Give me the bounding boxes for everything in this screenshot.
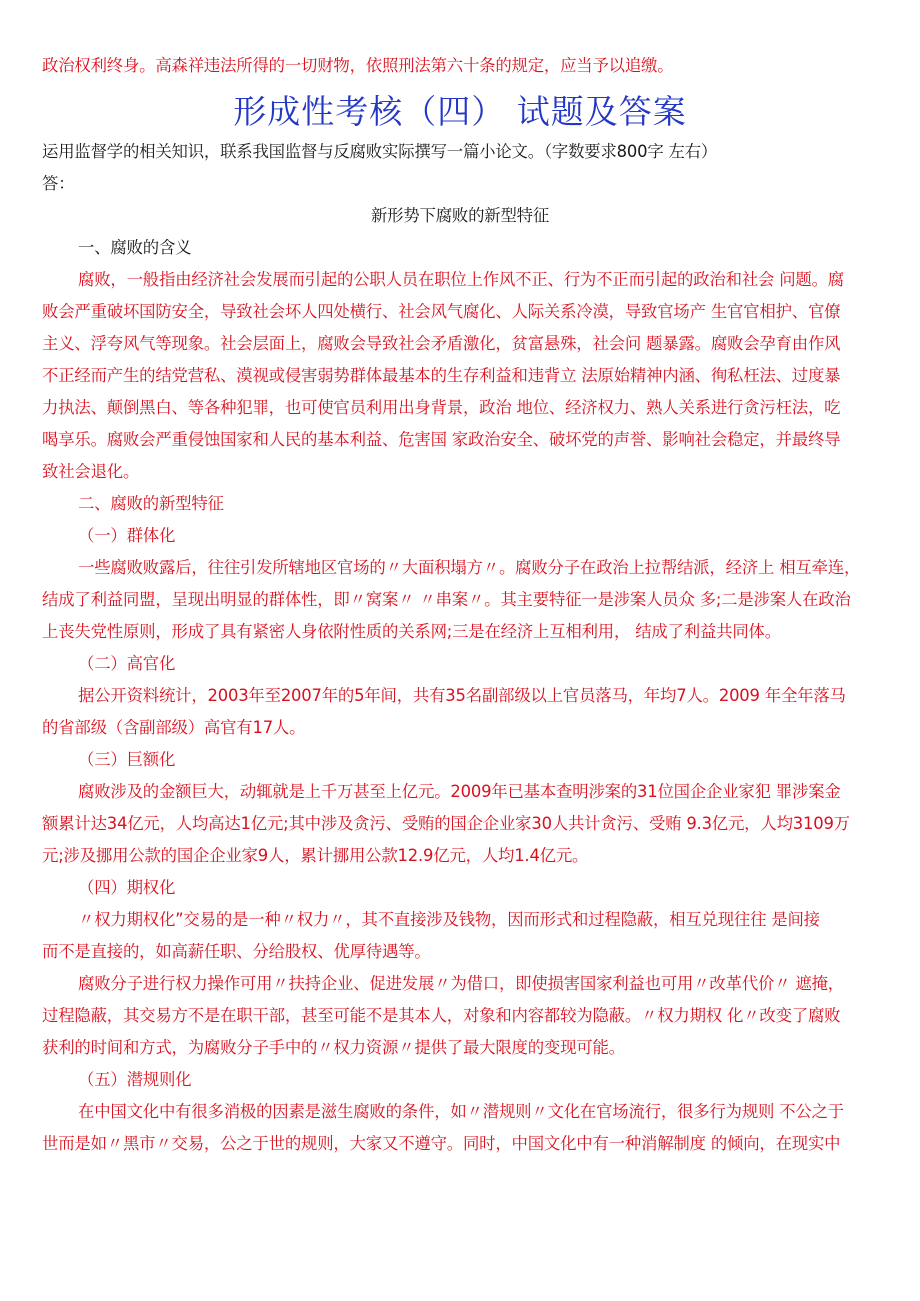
sub4-heading: （四）期权化 — [78, 878, 176, 897]
sub5-line: 世而是如〃黑市〃交易，公之于世的规则，大家又不遵守。同时，中国文化中有一种消解制度 的倾向，在现实中 — [42, 1134, 841, 1153]
sub1-line: 一些腐败败露后，往往引发所辖地区官场的〃大面积塌方〃。腐败分子在政治上拉帮结派，经济上 相互牵连， — [78, 558, 861, 577]
sub4-line: 而不是直接的，如高薪任职、分给股权、优厚待遇等。 — [42, 942, 431, 961]
section1-line: 力执法、颠倒黑白、等各种犯罪，也可使官员利用出身背景，政治 地位、经济权力、熟人关系进行贪污枉法，吃 — [42, 398, 841, 417]
question-text: 运用监督学的相关知识，联系我国监督与反腐败实际撰写一篇小论文。（字数要求800字 左右） — [42, 142, 718, 161]
sub4-line: 获利的时间和方式，为腐败分子手中的〃权力资源〃提供了最大限度的变现可能。 — [42, 1038, 625, 1057]
section1-line: 致社会退化。 — [42, 462, 140, 481]
sub2-line: 的省部级（含副部级）高官有17人。 — [42, 718, 306, 737]
sub3-heading: （三）巨额化 — [78, 750, 176, 769]
section1-line: 喝享乐。腐败会严重侵蚀国家和人民的基本利益、危害国 家政治安全、破坏党的声誉、影响社会稳定，并最终导 — [42, 430, 841, 449]
sub5-heading: （五）潜规则化 — [78, 1070, 192, 1089]
section1-line: 主义、浮夸风气等现象。社会层面上，腐败会导致社会矛盾激化，贫富悬殊，社会问 题暴露。腐败会孕育由作风 — [42, 334, 841, 353]
sub3-line: 额累计达34亿元，人均高达1亿元;其中涉及贪污、受贿的国企企业家30人共计贪污、受贿 9.3亿元，人均3109万 — [42, 814, 850, 833]
section1-heading: 一、腐败的含义 — [78, 238, 192, 257]
section2-heading: 二、腐败的新型特征 — [78, 494, 224, 513]
section1-line: 不正经而产生的结党营私、漠视或侵害弱势群体最基本的生存利益和违背立 法原始精神内涵、徇私枉法、过度暴 — [42, 366, 841, 385]
sub1-heading: （一）群体化 — [78, 526, 176, 545]
sub2-line: 据公开资料统计，2003年至2007年的5年间，共有35名副部级以上官员落马，年均7人。2009 年全年落马 — [78, 686, 846, 705]
sub4-line: 〃权力期权化”交易的是一种〃权力〃，其不直接涉及钱物，因而形式和过程隐蔽，相互兑现往往 是间接 — [78, 910, 820, 929]
sub2-heading: （二）高官化 — [78, 654, 176, 673]
sub3-line: 元;涉及挪用公款的国企企业家9人，累计挪用公款12.9亿元，人均1.4亿元。 — [42, 846, 589, 865]
essay-title: 新形势下腐败的新型特征 — [370, 206, 550, 225]
section1-line: 腐败，一般指由经济社会发展而引起的公职人员在职位上作风不正、行为不正而引起的政治和社会 问题。腐 — [78, 270, 844, 289]
sub4-line: 过程隐蔽，其交易方不是在职干部，甚至可能不是其本人，对象和内容都较为隐蔽。〃权力期权 化〃改变了腐败 — [42, 1006, 841, 1025]
sub1-line: 上丧失党性原则，形成了具有紧密人身依附性质的关系网;三是在经济上互相利用， 结成了利益共同体。 — [42, 622, 781, 641]
section1-line: 败会严重破坏国防安全，导致社会坏人四处横行、社会风气腐化、人际关系冷漠，导致官场产 生官官相护、官僚 — [42, 302, 841, 321]
sub3-line: 腐败涉及的金额巨大，动辄就是上千万甚至上亿元。2009年已基本查明涉案的31位国企企业家犯 罪涉案金 — [78, 782, 841, 801]
sub1-line: 结成了利益同盟，呈现出明显的群体性，即〃窝案〃 〃串案〃。其主要特征一是涉案人员众 多;二是涉案人在政治 — [42, 590, 851, 609]
answer-label: 答： — [42, 174, 75, 193]
page-title: 形成性考核（四） 试题及答案 — [233, 92, 687, 131]
sub4-line: 腐败分子进行权力操作可用〃扶持企业、促进发展〃为借口，即使损害国家利益也可用〃改革代价〃 遮掩， — [78, 974, 844, 993]
sub5-line: 在中国文化中有很多消极的因素是滋生腐败的条件，如〃潜规则〃文化在官场流行，很多行为规则 不公之于 — [78, 1102, 844, 1121]
top-line: 政治权利终身。高森祥违法所得的一切财物，依照刑法第六十条的规定，应当予以追缴。 — [42, 56, 674, 75]
